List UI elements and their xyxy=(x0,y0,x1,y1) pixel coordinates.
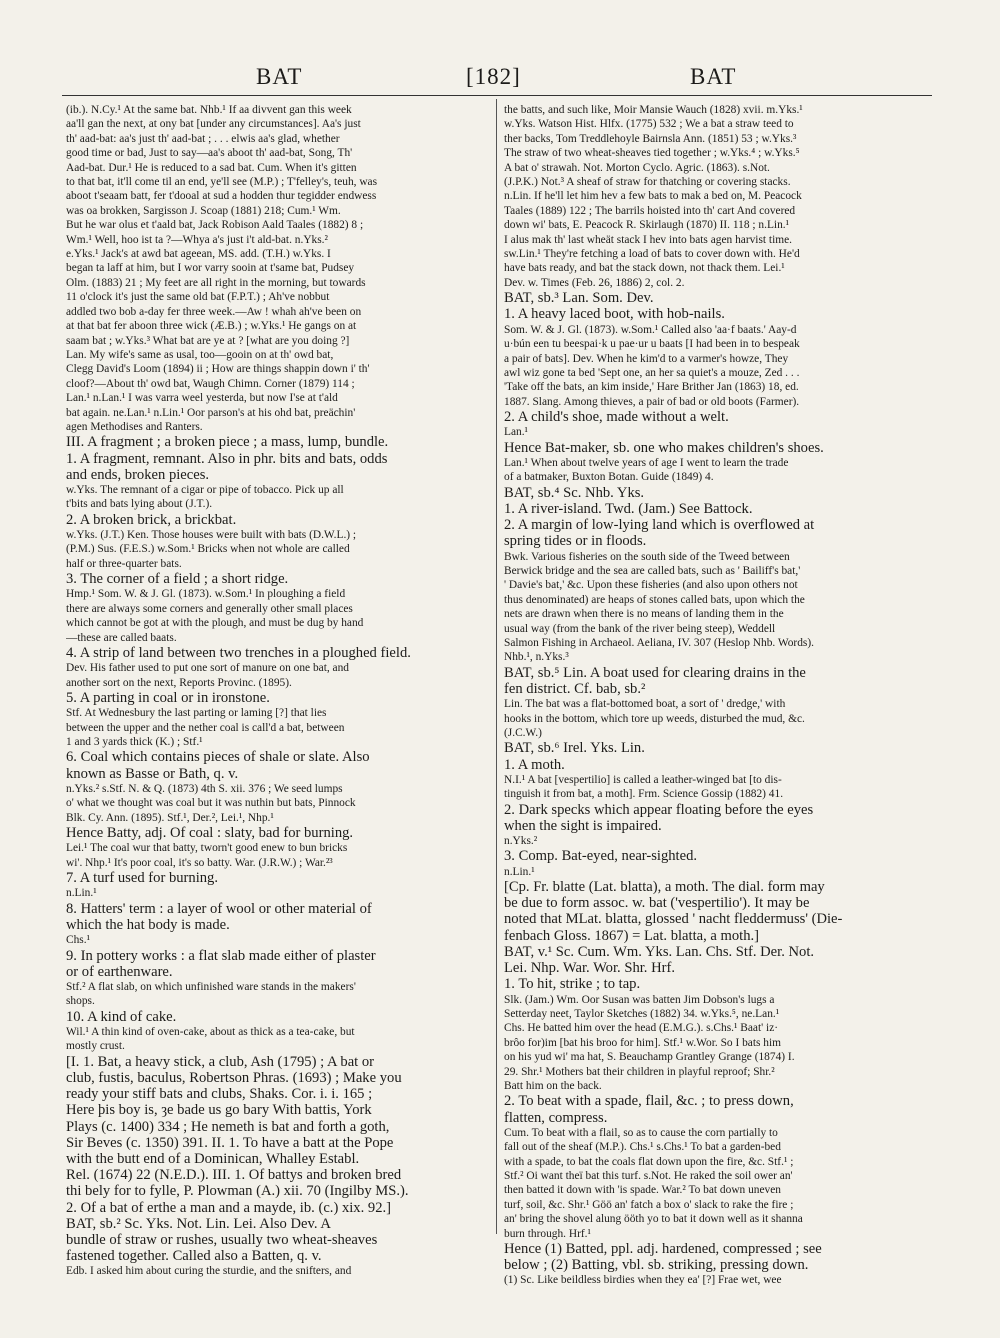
quotation-line: —these are called baats. xyxy=(66,631,177,644)
quotation-line: 29. Shr.¹ Mothers bat their children in playful reproof; Shr.² xyxy=(504,1065,775,1078)
entry-line: and ends, broken pieces. xyxy=(66,466,210,483)
quotation-line: with a spade, to bat the coals flat down upon the fire, &c. Stf.¹ ; xyxy=(504,1155,794,1168)
quotation-line: N.I.¹ A bat [vespertilio] is called a leather-winged bat [to dis- xyxy=(504,773,782,786)
column-divider xyxy=(496,99,497,1234)
entry-line: BAT, sb.⁴ Sc. Nhb. Yks. xyxy=(504,484,645,501)
quotation-line: Lan.¹ xyxy=(504,426,528,439)
quotation-line: Dev. His father used to put one sort of manure on one bat, and xyxy=(66,662,350,675)
quotation-line: good time or bad, Just to say—aa's aboot th' aad-bat, Song, Th' xyxy=(66,147,353,160)
entry-line: Hence Bat-maker, sb. one who makes children's shoes. xyxy=(504,439,824,456)
quotation-line: Stf. At Wednesbury the last parting or laming [?] that lies xyxy=(66,707,327,720)
quotation-line: Olm. (1883) 21 ; My feet are all right in the morning, but towards xyxy=(66,276,366,289)
quotation-line: Slk. (Jam.) Wm. Oor Susan was batten Jim Dobson's lugs a xyxy=(504,993,775,1006)
entry-line: thi bely for to fylle, P. Plowman (A.) xii. 70 (Ingilby MS.). xyxy=(66,1183,409,1200)
entry-line: ready your stiff bats and clubs, Shaks. Cor. i. i. 165 ; xyxy=(66,1086,373,1103)
quotation-line: t'bits and bats lying about (J.T.). xyxy=(66,498,213,511)
quotation-line: began ta laff at him, but I wor varry sooin at t'same bat, Pudsey xyxy=(66,262,355,275)
quotation-line: n.Yks.² xyxy=(504,835,538,848)
header-left-word: BAT xyxy=(256,64,303,89)
entry-line: 3. The corner of a field ; a short ridge. xyxy=(66,571,289,588)
quotation-line: w.Yks. Watson Hist. Hlfx. (1775) 532 ; We a bat a straw teed to xyxy=(504,118,794,131)
entry-line: Rel. (1674) 22 (N.E.D.). III. 1. Of battys and broken bred xyxy=(66,1167,402,1184)
quotation-line: Stf.² A flat slab, on which unfinished ware stands in the makers' xyxy=(66,980,356,993)
entry-line: 2. A broken brick, a brickbat. xyxy=(66,511,237,528)
quotation-line: to that bat, it'll come til an end, ye'll see (M.P.) ; T'felley's, teuh, was xyxy=(66,176,378,189)
quotation-line: w.Yks. (J.T.) Ken. Those houses were built with bats (D.W.L.) ; xyxy=(66,528,357,541)
quotation-line: mostly crust. xyxy=(66,1040,125,1053)
entry-line: fen district. Cf. bab, sb.² xyxy=(504,681,646,698)
quotation-line: usual way (from the bank of the river being steep), Weddell xyxy=(504,622,776,635)
header-right-word: BAT xyxy=(690,64,737,89)
entry-line: BAT, sb.⁵ Lin. A boat used for clearing drains in the xyxy=(504,664,806,681)
entry-line: 3. Comp. Bat-eyed, near-sighted. xyxy=(504,848,698,865)
quotation-line: Lei.¹ The coal wur that batty, tworn't good enew to bun bricks xyxy=(66,842,348,855)
quotation-line: (J.P.K.) Not.³ A sheaf of straw for thatching or covering stacks. xyxy=(504,176,791,189)
entry-line: or of earthenware. xyxy=(66,963,173,980)
quotation-line: n.Lin.¹ xyxy=(66,887,97,900)
entry-line: Hence (1) Batted, ppl. adj. hardened, compressed ; see xyxy=(504,1241,822,1257)
quotation-line: saam bat ; w.Yks.³ What bat are ye at ? [what are you doing ?] xyxy=(66,334,350,347)
quotation-line: awl wiz gone ta bed 'Sept one, an her sa quiet's a mouze, Zed . . . xyxy=(504,366,800,379)
quotation-line: brôo for)im [bat his broo for him]. Stf.¹ w.Wor. So I bats him xyxy=(504,1036,781,1049)
quotation-line: another sort on the next, Reports Provinc. (1895). xyxy=(66,676,292,689)
quotation-line: Hmp.¹ Som. W. & J. Gl. (1873). w.Som.¹ In ploughing a field xyxy=(66,588,346,601)
quotation-line: Salmon Fishing in Archaeol. Aeliana, IV. 307 (Heslop Nhb. Words). xyxy=(504,637,814,649)
quotation-line: Lin. The bat was a flat-bottomed boat, a sort of ' dredge,' with xyxy=(504,698,786,711)
quotation-line: an' bring the shovel alung ööth yo to bat it down well as it shanna xyxy=(504,1213,803,1226)
quotation-line: Cum. To beat with a flail, so as to cause the corn partially to xyxy=(504,1126,778,1139)
quotation-line: ' Davie's bat,' &c. Upon these fisheries (and also upon others not xyxy=(504,579,798,592)
quotation-line: thus denominated) are heaps of stones called bats, upon which the xyxy=(504,593,805,606)
quotation-line: But he war olus et t'aald bat, Jack Robison Aald Taales (1882) 8 ; xyxy=(66,219,364,232)
quotation-line: 1887. Slang. Among thieves, a pair of bad or old boots (Farmer). xyxy=(504,395,800,408)
quotation-line: aa'll gan the next, at ony bat [under any circumstances]. Aa's just xyxy=(66,118,361,131)
quotation-line: Nhb.¹, n.Yks.³ xyxy=(504,651,569,664)
entry-line: 1. To hit, strike ; to tap. xyxy=(504,976,641,993)
entry-line: known as Basse or Bath, q. v. xyxy=(66,765,239,782)
entry-line: noted that MLat. blatta, glossed ' nacht fleddermuss' (Die- xyxy=(504,911,843,928)
quotation-line: (ib.). N.Cy.¹ At the same bat. Nhb.¹ If aa divvent gan this week xyxy=(66,104,352,116)
quotation-line: (P.M.) Sus. (F.E.S.) w.Som.¹ Bricks when not whole are called xyxy=(66,543,350,556)
entry-line: 6. Coal which contains pieces of shale or slate. Also xyxy=(66,749,370,766)
page-number: [182] xyxy=(466,64,521,89)
entry-line: flatten, compress. xyxy=(504,1109,608,1126)
entry-line: 2. Dark specks which appear floating before the eyes xyxy=(504,801,814,818)
quotation-line: then batted it down with 'is spade. War.² To bat down uneven xyxy=(504,1184,781,1197)
entry-line: below ; (2) Batting, vbl. sb. striking, pressing down. xyxy=(504,1257,809,1274)
entry-line: 9. In pottery works : a flat slab made either of plaster xyxy=(66,947,376,964)
quotation-line: of a batmaker, Buxton Botan. Guide (1849) 4. xyxy=(504,471,714,484)
entry-line: 1. A river-island. Twd. (Jam.) See Battock. xyxy=(504,500,753,517)
quotation-line: shops. xyxy=(66,995,95,1008)
entry-line: 5. A parting in coal or in ironstone. xyxy=(66,690,270,707)
quotation-line: nets are drawn when there is no means of landing them in the xyxy=(504,608,784,621)
entry-line: [Cp. Fr. blatte (Lat. blatta), a moth. The dial. form may xyxy=(504,879,825,896)
running-header xyxy=(0,58,1000,94)
quotation-line: Batt him on the back. xyxy=(504,1079,602,1092)
quotation-line: A bat o' strawah. Not. Morton Cyclo. Agric. (1863). s.Not. xyxy=(504,161,770,174)
quotation-line: a pair of bats]. Dev. When he kim'd to a varmer's howze, They xyxy=(504,352,789,365)
quotation-line: Lan.¹ n.Lan.¹ I was varra weel yesterda, but now I'se at t'ald xyxy=(66,392,338,405)
quotation-line: Taales (1889) 122 ; The barrils hoisted into th' cart And covered xyxy=(504,204,796,217)
entry-line: which the hat body is made. xyxy=(66,916,230,933)
quotation-line: Setterday neet, Taylor Sketches (1882) 34. w.Yks.⁵, ne.Lan.¹ xyxy=(504,1007,780,1020)
quotation-line: which cannot be got at with the plough, and must be dug by hand xyxy=(66,617,364,630)
quotation-line: (1) Sc. Like beildless birdies when they ea' [?] Frae wet, wee xyxy=(504,1274,782,1287)
quotation-line: Som. W. & J. Gl. (1873). w.Som.¹ Called also 'aa·f baats.' Aay-d xyxy=(504,323,797,336)
entry-line: 8. Hatters' term : a layer of wool or other material of xyxy=(66,900,372,917)
entry-line: [I. 1. Bat, a heavy stick, a club, Ash (1795) ; A bat or xyxy=(66,1053,375,1070)
entry-line: 2. A margin of low-lying land which is overflowed at xyxy=(504,517,815,534)
entry-line: 2. To beat with a spade, flail, &c. ; to press down, xyxy=(504,1093,794,1110)
quotation-line: The straw of two wheat-sheaves tied together ; w.Yks.⁴ ; w.Yks.⁵ xyxy=(504,147,800,160)
quotation-line: bat again. ne.Lan.¹ n.Lin.¹ Oor parson's at his ohd bat, preächin' xyxy=(66,406,356,419)
quotation-line: Lan.¹ When about twelve years of age I went to learn the trade xyxy=(504,456,789,469)
entry-line: BAT, sb.⁶ Irel. Yks. Lin. xyxy=(504,740,645,757)
entry-line: BAT, sb.² Sc. Yks. Not. Lin. Lei. Also Dev. A xyxy=(66,1215,331,1232)
right-column xyxy=(504,103,916,1288)
quotation-line: addled two bob a-day fer three week.—Aw ! whah ah've been on xyxy=(66,305,362,318)
quotation-line: Clegg David's Loom (1894) ii ; How are things shappin down i' th' xyxy=(66,363,370,376)
entry-line: 1. A fragment, remnant. Also in phr. bits and bats, odds xyxy=(66,450,388,467)
entry-line: fastened together. Called also a Batten, q. v. xyxy=(66,1248,322,1265)
entry-line: BAT, sb.³ Lan. Som. Dev. xyxy=(504,290,654,307)
quotation-line: th' aad-bat: aa's just th' aad-bat ; . . . elwis aa's glad, whether xyxy=(66,132,340,145)
quotation-line: between the upper and the nether coal is call'd a bat, between xyxy=(66,721,345,734)
quotation-line: n.Lin.¹ xyxy=(504,865,535,878)
quotation-line: Edb. I asked him about curing the sturdie, and the snifters, and xyxy=(66,1265,352,1278)
entry-line: 7. A turf used for burning. xyxy=(66,870,219,887)
quotation-line: n.Yks.² s.Stf. N. & Q. (1873) 4th S. xii. 376 ; We seed lumps xyxy=(66,782,343,795)
quotation-line: 1 and 3 yards thick (K.) ; Stf.¹ xyxy=(66,736,203,749)
quotation-line: on his yud wi' ma hat, S. Beauchamp Grantley Grange (1874) I. xyxy=(504,1051,795,1064)
left-column xyxy=(66,103,484,1279)
quotation-line: burn through. Hrf.¹ xyxy=(504,1227,591,1240)
quotation-line: at that bat fer aboon three wick (Æ.B.) ; w.Yks.¹ He gangs on at xyxy=(66,320,357,333)
entry-line: bundle of straw or rushes, usually two wheat-sheaves xyxy=(66,1231,378,1248)
quotation-line: there are always some corners and generally other small places xyxy=(66,602,353,615)
quotation-line: Bwk. Various fisheries on the south side of the Tweed between xyxy=(504,550,790,563)
entry-line: Here þis boy is, ȝe bade us go bary With battis, York xyxy=(66,1102,372,1119)
entry-line: 2. A child's shoe, made without a welt. xyxy=(504,409,729,426)
quotation-line: Dev. w. Times (Feb. 26, 1886) 2, col. 2. xyxy=(504,276,685,289)
quotation-line: Chs. He batted him over the head (E.M.G.). s.Chs.¹ Baat' iz· xyxy=(504,1022,779,1035)
quotation-line: 'Take off the bats, an kim inside,' Hare Brither Jan (1863) 18, ed. xyxy=(504,381,799,394)
quotation-line: sw.Lin.¹ They're fetching a load of bats to cover down with. He'd xyxy=(504,248,800,261)
entry-line: Hence Batty, adj. Of coal : slaty, bad for burning. xyxy=(66,825,354,842)
entry-line: 10. A kind of cake. xyxy=(66,1008,177,1025)
quotation-line: I alus mak th' last wheät stack I hev into bats agen harvist time. xyxy=(504,233,793,246)
entry-line: 1. A heavy laced boot, with hob-nails. xyxy=(504,306,725,323)
entry-line: when the sight is impaired. xyxy=(504,817,662,834)
quotation-line: ther backs, Tom Treddlehoyle Bairnsla Ann. (1851) 53 ; w.Yks.³ xyxy=(504,132,797,145)
quotation-line: o' what we thought was coal but it was nuthin but bats, Pinnock xyxy=(66,797,356,810)
entry-line: Plays (c. 1400) 334 ; He nemeth is bat and forth a goth, xyxy=(66,1118,390,1135)
quotation-line: e.Yks.¹ Jack's at awd bat ageean, MS. add. (T.H.) w.Yks. I xyxy=(66,248,331,261)
entry-line: spring tides or in floods. xyxy=(504,533,647,550)
quotation-line: cloof?—About th' owd bat, Waugh Chimn. Corner (1879) 114 ; xyxy=(66,377,355,390)
entry-line: with the butt end of a Dominican, Whalley Establ. xyxy=(66,1150,360,1167)
quotation-line: u·bún een tu beespai·k u pae·ur u baats [I had been in to bespeak xyxy=(504,338,800,351)
quotation-line: Wil.¹ A thin kind of oven-cake, about as thick as a tea-cake, but xyxy=(66,1025,355,1038)
entry-line: 1. A moth. xyxy=(504,756,565,773)
header-rule xyxy=(62,95,932,96)
quotation-line: 11 o'clock it's just the same old bat (F.P.T.) ; Ah've nobbut xyxy=(66,291,330,304)
entry-line: 2. Of a bat of erthe a man and a mayde, ib. (c.) xix. 92.] xyxy=(66,1199,391,1216)
entry-line: club, fustis, baculus, Robertson Phras. (1693) ; Make you xyxy=(66,1069,402,1086)
quotation-line: n.Lin. If he'll let him hev a few bats to mak a bed on, M. Peacock xyxy=(504,190,802,203)
quotation-line: tinguish it from bat, a moth]. Frm. Science Gossip (1882) 41. xyxy=(504,788,784,801)
quotation-line: wi'. Nhp.¹ It's poor coal, it's so batty. War. (J.R.W.) ; War.²³ xyxy=(66,856,333,869)
quotation-line: aboot t'seaam batt, fer t'dooal at sud a hodden thur tegidder endwess xyxy=(66,190,377,203)
quotation-line: Wm.¹ Well, hoo ist ta ?—Whya a's just i't ald-bat. n.Yks.² xyxy=(66,233,328,246)
quotation-line: w.Yks. The remnant of a cigar or pipe of tobacco. Pick up all xyxy=(66,483,344,496)
quotation-line: was oa brokken, Sargisson J. Scoap (1881) 218; Cum.¹ Wm. xyxy=(66,204,341,217)
entry-line: Sir Beves (c. 1350) 391. II. 1. To have a batt at the Pope xyxy=(66,1134,394,1151)
entry-line: III. A fragment ; a broken piece ; a mass, lump, bundle. xyxy=(66,434,389,451)
entry-line: BAT, v.¹ Sc. Cum. Wm. Yks. Lan. Chs. Stf. Der. Not. xyxy=(504,943,815,960)
quotation-line: (J.C.W.) xyxy=(504,727,542,740)
quotation-line: Blk. Cy. Ann. (1895). Stf.¹, Der.², Lei.¹, Nhp.¹ xyxy=(66,811,274,824)
quotation-line: Lan. My wife's same as usal, too—gooin on at th' owd bat, xyxy=(66,348,334,361)
quotation-line: Chs.¹ xyxy=(66,934,90,947)
quotation-line: agen Methodises and Ranters. xyxy=(66,420,203,433)
quotation-line: Stf.² Oi want theï bat this turf. s.Not. He raked the soil ower an' xyxy=(504,1169,793,1182)
entry-line: fenbach Gloss. 1867) = Lat. blatta, a moth.] xyxy=(504,927,760,944)
quotation-line: turf, soil, &c. Shr.¹ Göö an' fatch a box o' slack to rake the fire ; xyxy=(504,1198,794,1211)
quotation-line: Aad-bat. Dur.¹ He is reduced to a sad bat. Cum. When it's gitten xyxy=(66,161,357,174)
quotation-line: fall out of the sheaf (M.P.). Chs.¹ s.Chs.¹ To bat a garden-bed xyxy=(504,1141,781,1154)
entry-line: 4. A strip of land between two trenches in a ploughed field. xyxy=(66,645,411,662)
entry-line: be due to form assoc. w. bat ('vespertilio'). It may be xyxy=(504,895,810,912)
entry-line: Lei. Nhp. War. Wor. Shr. Hrf. xyxy=(504,960,676,977)
quotation-line: have bats ready, and bat the stack down, not thack them. Lei.¹ xyxy=(504,262,785,275)
quotation-line: half or three-quarter bats. xyxy=(66,557,182,570)
quotation-line: Berwick bridge and the sea are called bats, such as ' Bailiff's bat,' xyxy=(504,564,801,577)
quotation-line: down wi' bats, E. Peacock R. Skirlaugh (1870) II. 118 ; n.Lin.¹ xyxy=(504,219,790,232)
quotation-line: the batts, and such like, Moir Mansie Wauch (1828) xvii. m.Yks.¹ xyxy=(504,104,803,116)
quotation-line: hooks in the bottom, which tore up weeds, disturbed the mud, &c. xyxy=(504,712,805,725)
